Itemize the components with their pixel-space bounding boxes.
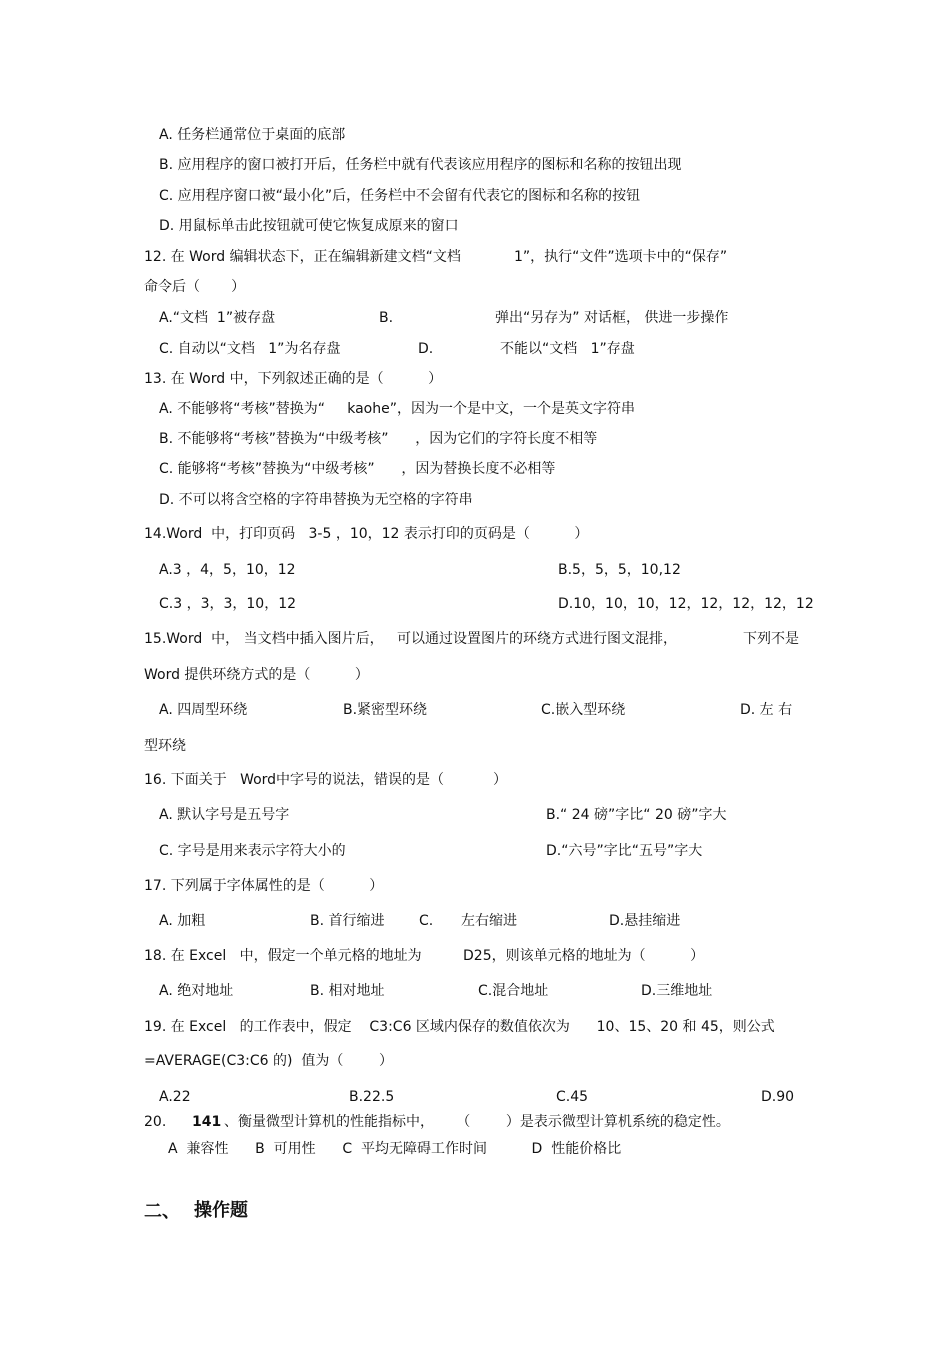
q17-option-c-text: 左右缩进 (461, 913, 517, 929)
q12-stem-line2: 命令后（ ） (144, 279, 246, 295)
q19-option-a: A.22 (159, 1089, 191, 1105)
q16-stem: 16. 下面关于 Word中字号的说法，错误的是（ ） (144, 772, 508, 788)
q18-option-c: C.混合地址 (478, 983, 549, 999)
q14-option-a: A.3 ，4，5，10，12 (159, 562, 296, 578)
q15-option-d-continued: 型环绕 (144, 738, 186, 754)
q17-option-a: A. 加粗 (159, 913, 206, 929)
q19-stem-line1: 19. 在 Excel 的工作表中，假定 C3:C6 区域内保存的数值依次为 10、15、20 和 45，则公式 (144, 1019, 775, 1035)
q15-stem-part2: 下列不是 (743, 631, 799, 647)
q13-option-a: A. 不能够将“考核”替换为“ kaohe”，因为一个是中文，一个是英文字符串 (159, 401, 635, 417)
q12-option-a: A.“文档 1”被存盘 (159, 310, 276, 326)
q20-options: A 兼容性 B 可用性 C 平均无障碍工作时间 D 性能价格比 (168, 1141, 622, 1157)
q11-option-d: D. 用鼠标单击此按钮就可使它恢复成原来的窗口 (159, 218, 459, 234)
q11-option-c: C. 应用程序窗口被“最小化”后，任务栏中不会留有代表它的图标和名称的按钮 (159, 188, 641, 204)
q19-option-b: B.22.5 (349, 1089, 395, 1105)
q15-stem-line2: Word 提供环绕方式的是（ ） (144, 667, 369, 683)
q14-option-b: B.5，5，5，10,12 (558, 562, 681, 578)
q18-option-a: A. 绝对地址 (159, 983, 234, 999)
q16-option-b: B.“ 24 磅”字比“ 20 磅”字大 (546, 807, 727, 823)
q12-option-c: C. 自动以“文档 1”为名存盘 (159, 341, 341, 357)
q15-stem-part1: 15.Word 中， 当文档中插入图片后， 可以通过设置图片的环绕方式进行图文混排， (144, 631, 677, 647)
q13-stem: 13. 在 Word 中，下列叙述正确的是（ ） (144, 371, 443, 387)
q19-stem-line2: =AVERAGE(C3:C6 的) 值为（ ） (144, 1053, 393, 1069)
q12-option-b-text: 弹出“另存为” 对话框， 供进一步操作 (495, 310, 729, 326)
q12-option-b-label: B. (379, 310, 394, 326)
q15-option-d: D. 左 右 (740, 702, 793, 718)
q14-option-c: C.3 ，3，3，10，12 (159, 596, 297, 612)
q18-option-d: D.三维地址 (641, 983, 713, 999)
q13-option-b: B. 不能够将“考核”替换为“中级考核” ，因为它们的字符长度不相等 (159, 431, 598, 447)
section2-title: 操作题 (194, 1200, 248, 1221)
q20-number: 20. (144, 1114, 167, 1130)
q14-stem: 14.Word 中，打印页码 3-5 ，10，12 表示打印的页码是（ ） (144, 526, 589, 542)
q17-option-d: D.悬挂缩进 (609, 913, 681, 929)
q19-option-c: C.45 (556, 1089, 589, 1105)
q15-option-b: B.紧密型环绕 (343, 702, 428, 718)
q16-option-a: A. 默认字号是五号字 (159, 807, 290, 823)
q12-stem-part1: 12. 在 Word 编辑状态下，正在编辑新建文档“文档 (144, 249, 461, 265)
q18-option-b: B. 相对地址 (310, 983, 385, 999)
q15-option-c: C.嵌入型环绕 (541, 702, 626, 718)
q20-stem: 、衡量微型计算机的性能指标中， （ ）是表示微型计算机系统的稳定性。 (224, 1114, 730, 1130)
q11-option-a: A. 任务栏通常位于桌面的底部 (159, 127, 346, 143)
q12-stem-part2: 1”，执行“文件”选项卡中的“保存” (514, 249, 728, 265)
q17-option-b: B. 首行缩进 (310, 913, 385, 929)
q16-option-d: D.“六号”字比“五号”字大 (546, 843, 703, 859)
q18-stem-part2: D25，则该单元格的地址为（ ） (463, 948, 705, 964)
q17-stem: 17. 下列属于字体属性的是（ ） (144, 878, 384, 894)
q18-stem-part1: 18. 在 Excel 中，假定一个单元格的地址为 (144, 948, 422, 964)
q14-option-d: D.10，10，10，12，12，12，12，12 (558, 596, 814, 612)
q16-option-c: C. 字号是用来表示字符大小的 (159, 843, 346, 859)
q12-option-d-text: 不能以“文档 1”存盘 (500, 341, 635, 357)
section2-number: 二、 (144, 1201, 180, 1222)
q17-option-c-label: C. (419, 913, 434, 929)
q11-option-b: B. 应用程序的窗口被打开后，任务栏中就有代表该应用程序的图标和名称的按钮出现 (159, 157, 682, 173)
q13-option-c: C. 能够将“考核”替换为“中级考核” ，因为替换长度不必相等 (159, 461, 556, 477)
q15-option-a: A. 四周型环绕 (159, 702, 248, 718)
q13-option-d: D. 不可以将含空格的字符串替换为无空格的字符串 (159, 492, 473, 508)
q12-option-d-label: D. (418, 341, 434, 357)
q19-option-d: D.90 (761, 1089, 795, 1105)
q20-bold-prefix: 141 (192, 1114, 222, 1130)
